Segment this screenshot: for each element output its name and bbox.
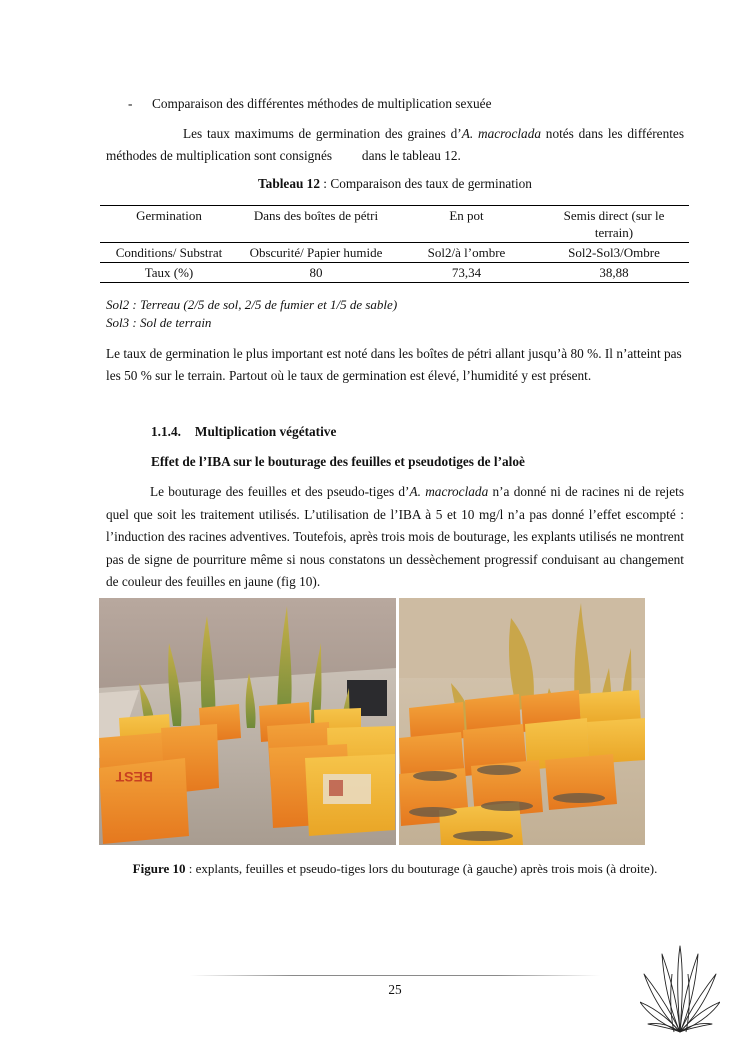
- table-header-row: [100, 206, 689, 243]
- cell-rate-label: Taux (%): [100, 263, 238, 283]
- iba-subheading: Effet de l’IBA sur le bouturage des feuilles et pseudotiges de l’aloè: [151, 454, 525, 469]
- cell-conditions-direct: Sol2-Sol3/Ombre: [539, 243, 689, 263]
- cutting-paragraph: [106, 481, 684, 594]
- bullet-dash: -: [128, 96, 133, 111]
- germination-table: [100, 205, 689, 283]
- intro-part1: Les taux maximums de germination des graines d’: [183, 126, 462, 141]
- table-caption-label: Tableau 12: [258, 176, 320, 191]
- aloe-logo-icon: [640, 944, 720, 1036]
- table-row-conditions: [100, 243, 689, 263]
- header-petri: Dans des boîtes de pétri: [238, 206, 394, 243]
- cell-conditions-petri: Obscurité/ Papier humide: [238, 243, 394, 263]
- cutting-species: A. macroclada: [409, 484, 489, 499]
- result-text: Le taux de germination le plus important est noté dans les boîtes de pétri allant jusqu’à 80 %. Il n’atteint pas les 50 % sur le terrain. Partout où le taux de germination est élevé, l’humidité y est présent.: [106, 346, 682, 383]
- table-caption-text: : Comparaison des taux de germination: [319, 176, 532, 191]
- figure-label: Figure 10: [132, 861, 186, 876]
- result-paragraph: [106, 343, 684, 387]
- intro-paragraph: [106, 123, 688, 167]
- page-number: 25: [388, 982, 402, 997]
- cell-rate-petri: 80: [238, 263, 394, 283]
- figure-caption: [106, 860, 684, 878]
- header-germination: Germination: [100, 206, 238, 243]
- cell-rate-pot: 73,34: [394, 263, 539, 283]
- table-note-sol2: Sol2 : Terreau (2/5 de sol, 2/5 de fumier et 1/5 de sable): [106, 297, 398, 312]
- photo-right: [399, 598, 645, 845]
- header-direct-sowing: Semis direct (sur le terrain): [539, 206, 689, 243]
- photo-left: [99, 598, 396, 845]
- footer-divider: [190, 975, 600, 976]
- table-row-rates: [100, 263, 689, 283]
- cutting-part1: Le bouturage des feuilles et des pseudo-tiges d’: [150, 484, 410, 499]
- cell-conditions-label: Conditions/ Substrat: [100, 243, 238, 263]
- intro-part2: notés dans les différentes méthodes de multiplication sont consignés dans le tableau 12.: [106, 126, 688, 163]
- cutting-part2: n’a donné ni de racines ni de rejets quel que soit les traitement utilisés. L’utilisation de l’IBA à 5 et 10 mg/l n’a pas donné l’effet escompté : l’induction des racines adventives. Toutefois, après trois mois de bouturage, les explants utilisés ne montrent pas de signe de pourriture même si nous constatons un dessèchement progressif conduisant au changement de couleur des feuilles en jaune (fig 10).: [106, 484, 684, 589]
- figure-10-photos: [99, 598, 645, 845]
- table-caption: [106, 174, 684, 194]
- pot-label-best: BEST: [115, 769, 153, 785]
- section-bullet: [128, 93, 688, 115]
- bullet-text: Comparaison des différentes méthodes de multiplication sexuée: [152, 96, 492, 111]
- subsection-heading: [151, 422, 336, 442]
- subsection-title: Multiplication végétative: [194, 424, 337, 439]
- intro-species: A. macroclada: [461, 126, 541, 141]
- cell-conditions-pot: Sol2/à l’ombre: [394, 243, 539, 263]
- figure-text: : explants, feuilles et pseudo-tiges lors du bouturage (à gauche) après trois mois (à droite).: [185, 861, 658, 876]
- subsection-number: 1.1.4.: [151, 424, 181, 439]
- header-pot: En pot: [394, 206, 539, 243]
- table-note-sol3: Sol3 : Sol de terrain: [106, 315, 212, 330]
- cell-rate-direct: 38,88: [539, 263, 689, 283]
